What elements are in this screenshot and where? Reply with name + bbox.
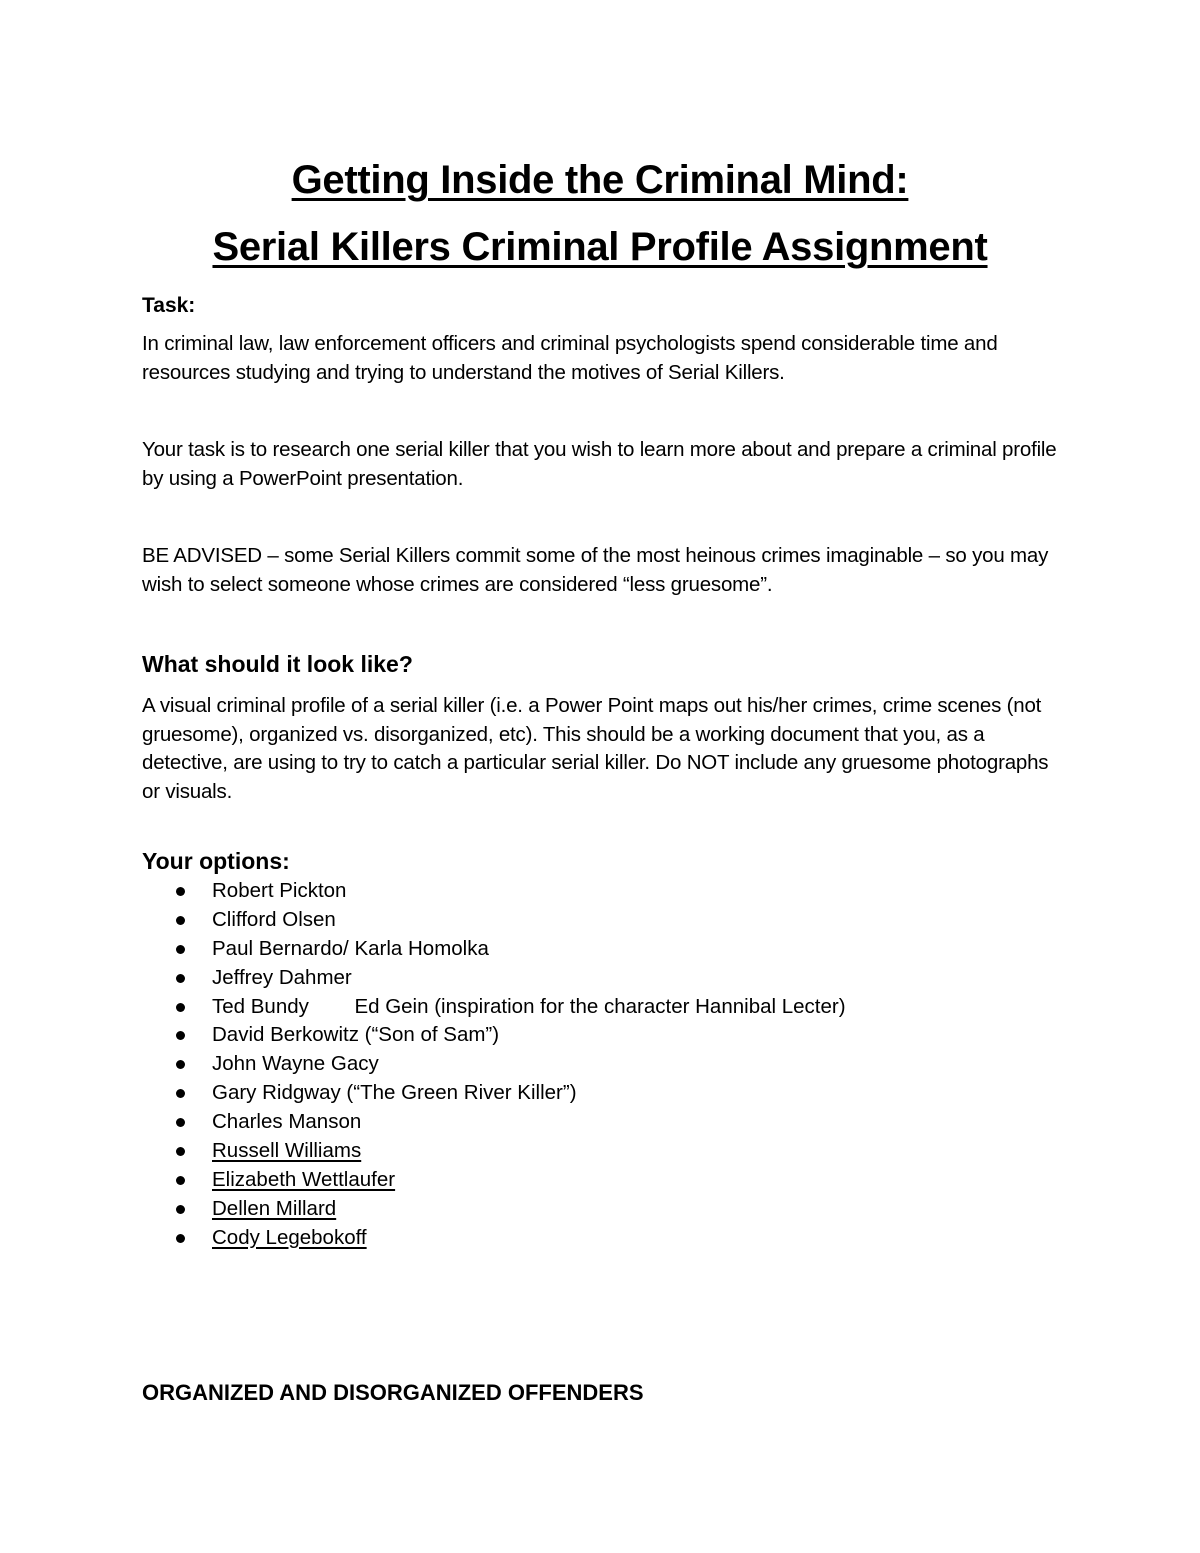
bullet-icon	[176, 974, 185, 983]
option-link[interactable]: Elizabeth Wettlaufer	[212, 1167, 396, 1191]
option-item	[172, 964, 846, 993]
look-heading: What should it look like?	[142, 651, 413, 677]
option-link[interactable]: Dellen Millard	[212, 1196, 337, 1220]
option-item	[172, 993, 846, 1022]
bullet-icon	[176, 1003, 185, 1012]
option-text: Paul Bernardo/ Karla Homolka	[212, 936, 489, 960]
bullet-icon	[176, 1147, 185, 1156]
look-paragraph: A visual criminal profile of a serial killer (i.e. a Power Point maps out his/her crimes, crime scenes (not gruesome), organized vs. disorganized, etc). This should be a working document that you, as a detective, are using to try to catch a particular serial killer. Do NOT include any gruesome photographs or visuals.	[142, 694, 1049, 803]
task-paragraph-3: BE ADVISED – some Serial Killers commit some of the most heinous crimes imaginable – so you may wish to select someone whose crimes are considered “less gruesome”.	[142, 544, 1049, 596]
options-heading: Your options:	[142, 848, 290, 874]
option-text: Gary Ridgway (“The Green River Killer”)	[212, 1081, 577, 1105]
option-item[interactable]	[172, 1137, 846, 1166]
option-text: Ted Bundy Ed Gein (inspiration for the character Hannibal Lecter)	[212, 994, 846, 1018]
option-text: Charles Manson	[212, 1110, 362, 1134]
bullet-icon	[176, 945, 185, 954]
task-heading: Task:	[142, 294, 196, 317]
option-text: David Berkowitz (“Son of Sam”)	[212, 1023, 500, 1047]
section-heading: ORGANIZED AND DISORGANIZED OFFENDERS	[142, 1380, 644, 1405]
option-item[interactable]	[172, 1166, 846, 1195]
option-text: John Wayne Gacy	[212, 1052, 379, 1076]
option-item	[172, 877, 846, 906]
option-item	[172, 1079, 846, 1108]
title-line-2: Serial Killers Criminal Profile Assignment	[212, 225, 988, 269]
option-link[interactable]: Cody Legebokoff	[212, 1225, 367, 1249]
bullet-icon	[176, 1176, 185, 1185]
bullet-icon	[176, 916, 185, 925]
bullet-icon	[176, 1031, 185, 1040]
bullet-icon	[176, 1060, 185, 1069]
option-link[interactable]: Russell Williams	[212, 1139, 362, 1163]
option-item	[172, 935, 846, 964]
option-item	[172, 1108, 846, 1137]
option-item	[172, 1050, 846, 1079]
option-item	[172, 1021, 846, 1050]
option-text: Jeffrey Dahmer	[212, 965, 352, 989]
option-item[interactable]	[172, 1224, 846, 1253]
bullet-icon	[176, 1205, 185, 1214]
bullet-icon	[176, 1234, 185, 1243]
option-item[interactable]	[172, 1195, 846, 1224]
task-paragraph-2: Your task is to research one serial killer that you wish to learn more about and prepare a criminal profile by using a PowerPoint presentation.	[142, 438, 1057, 490]
bullet-icon	[176, 1118, 185, 1127]
option-text: Clifford Olsen	[212, 907, 336, 931]
option-item	[172, 906, 846, 935]
task-paragraph-1: In criminal law, law enforcement officers and criminal psychologists spend considerable time and resources studying and trying to understand the motives of Serial Killers.	[142, 332, 998, 384]
bullet-icon	[176, 887, 185, 896]
title-line-1: Getting Inside the Criminal Mind:	[291, 158, 909, 202]
bullet-icon	[176, 1089, 185, 1098]
options-list	[172, 877, 846, 1253]
option-text: Robert Pickton	[212, 879, 347, 902]
